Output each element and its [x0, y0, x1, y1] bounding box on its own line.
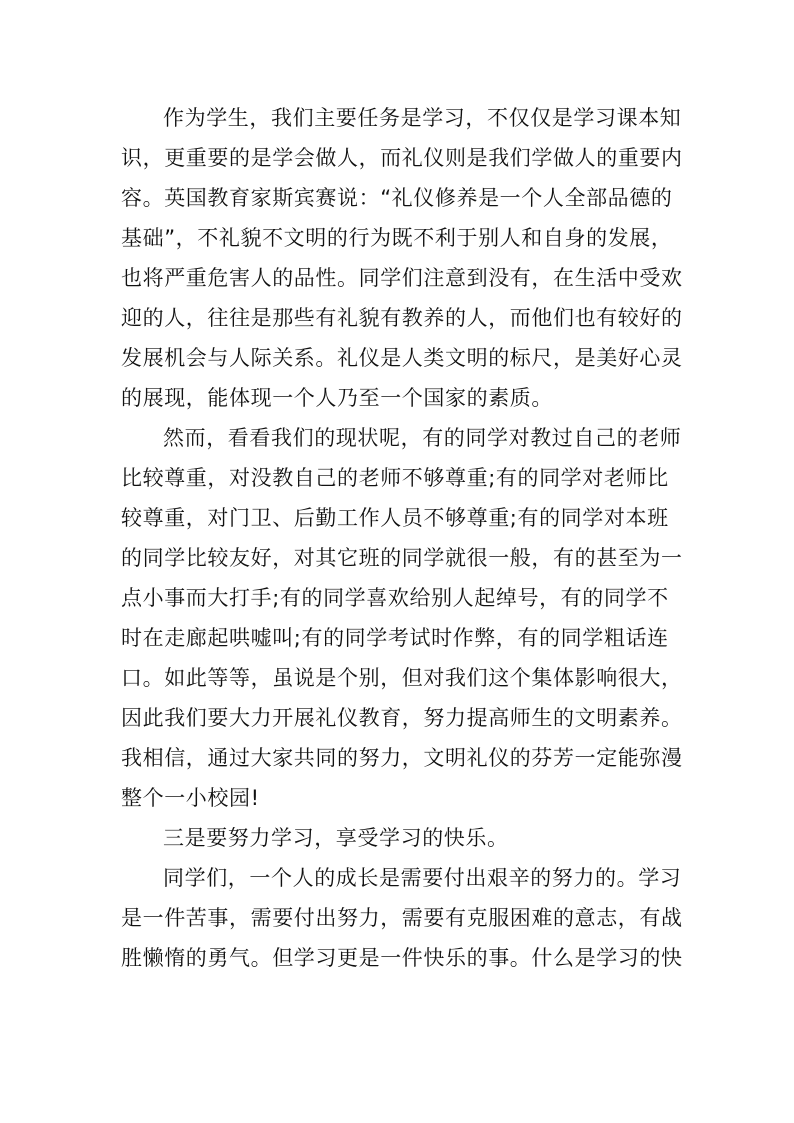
text-line: 因此我们要大力开展礼仪教育，努力提高师生的文明素养。 — [121, 706, 683, 730]
text-line: 的展现，能体现一个人乃至一个国家的素质。 — [121, 386, 553, 410]
text-line: 同学们，一个人的成长是需要付出艰辛的努力的。学习 — [163, 866, 682, 890]
text-line: 胜懒惰的勇气。但学习更是一件快乐的事。什么是学习的快 — [121, 946, 683, 970]
text-line: 也将严重危害人的品性。同学们注意到没有，在生活中受欢 — [121, 266, 683, 290]
section-heading-line: 三是要努力学习，享受学习的快乐。 — [163, 826, 509, 850]
text-line: 点小事而大打手;有的同学喜欢给别人起绰号，有的同学不 — [121, 586, 669, 610]
text-line: 口。如此等等，虽说是个别，但对我们这个集体影响很大， — [121, 666, 683, 690]
text-line: 迎的人，往往是那些有礼貌有教养的人，而他们也有较好的 — [121, 306, 683, 330]
text-line: 基础”，不礼貌不文明的行为既不利于别人和自身的发展， — [121, 226, 673, 250]
text-line: 作为学生，我们主要任务是学习，不仅仅是学习课本知 — [163, 106, 682, 130]
text-line: 容。英国教育家斯宾赛说：“礼仪修养是一个人全部品德的 — [121, 186, 673, 210]
text-line: 是一件苦事，需要付出努力，需要有克服困难的意志，有战 — [121, 906, 683, 930]
text-line: 时在走廊起哄嘘叫;有的同学考试时作弊，有的同学粗话连 — [121, 626, 669, 650]
text-line: 我相信，通过大家共同的努力，文明礼仪的芬芳一定能弥漫 — [121, 746, 683, 770]
text-line: 识，更重要的是学会做人，而礼仪则是我们学做人的重要内 — [121, 146, 683, 170]
text-line: 发展机会与人际关系。礼仪是人类文明的标尺，是美好心灵 — [121, 346, 683, 370]
text-line: 较尊重，对门卫、后勤工作人员不够尊重;有的同学对本班 — [121, 506, 669, 530]
text-line: 整个一小校园! — [121, 786, 260, 810]
text-line: 的同学比较友好，对其它班的同学就很一般，有的甚至为一 — [121, 546, 683, 570]
text-line: 比较尊重，对没教自己的老师不够尊重;有的同学对老师比 — [121, 466, 669, 490]
text-line: 然而，看看我们的现状呢，有的同学对教过自己的老师 — [163, 426, 682, 450]
